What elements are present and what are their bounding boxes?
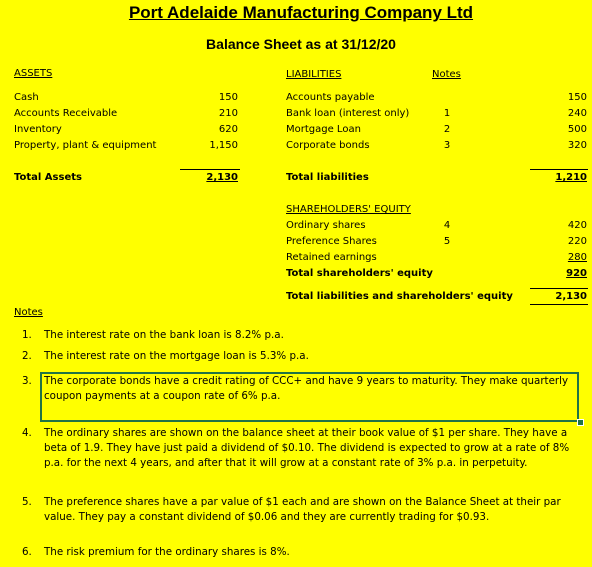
note-number: 5. (22, 496, 32, 508)
liability-value: 500 (567, 124, 587, 135)
liability-total-rule (530, 169, 588, 170)
note-number: 3. (22, 375, 32, 387)
page-title: Port Adelaide Manufacturing Company Ltd (128, 3, 474, 22)
equity-label: Preference Shares (286, 236, 377, 247)
liability-label: Mortgage Loan (286, 124, 361, 135)
liability-value: 240 (567, 108, 587, 119)
note-text: The corporate bonds have a credit rating of CCC+ and have 9 years to maturity. They make quarterly coupon payments at a coupon rate of 6% p.a. (44, 375, 569, 402)
grand-total-rule (530, 288, 588, 289)
total-assets-value: 2,130 (206, 172, 238, 183)
asset-label: Accounts Receivable (14, 108, 118, 119)
note-number: 1. (22, 329, 32, 341)
note-text: The ordinary shares are shown on the balance sheet at their book value of $1 per share. They have a beta of 1.9. They have just paid a dividend of $0.10. The dividend is expected to grow at a rate of 8% p.a. for the next 4 years, and after that it will grow at a constant rate of 3% p.a. in perpetuity. (44, 427, 570, 469)
asset-label: Cash (14, 92, 39, 103)
liability-value: 150 (567, 92, 587, 103)
asset-label: Inventory (14, 124, 62, 135)
total-equity-label: Total shareholders' equity (286, 268, 433, 279)
assets-heading: ASSETS (14, 68, 53, 79)
asset-value: 150 (218, 92, 238, 103)
asset-total-rule (180, 169, 240, 170)
page-subtitle: Balance Sheet as at 31/12/20 (206, 36, 396, 52)
note-number: 2. (22, 350, 32, 362)
note-number: 4. (22, 427, 32, 439)
liability-label: Bank loan (interest only) (286, 108, 410, 119)
note-text: The interest rate on the bank loan is 8.2% p.a. (44, 329, 284, 341)
equity-heading: SHAREHOLDERS' EQUITY (286, 204, 411, 215)
equity-value: 420 (567, 220, 587, 231)
total-assets-label: Total Assets (14, 172, 82, 183)
notes-column-heading: Notes (432, 69, 461, 80)
grand-total-label: Total liabilities and shareholders' equity (286, 291, 513, 302)
liability-note: 1 (443, 108, 451, 119)
equity-label: Ordinary shares (286, 220, 366, 231)
note-number: 6. (22, 546, 32, 558)
equity-note: 5 (443, 236, 451, 247)
asset-value: 210 (218, 108, 238, 119)
equity-value: 280 (567, 252, 587, 263)
note-text: The risk premium for the ordinary shares is 8%. (44, 546, 290, 558)
liability-note: 2 (443, 124, 451, 135)
equity-value: 220 (567, 236, 587, 247)
grand-total-double-rule (530, 304, 588, 305)
note-text: The interest rate on the mortgage loan is 5.3% p.a. (44, 350, 309, 362)
note-text: The preference shares have a par value of $1 each and are shown on the Balance Sheet at their par value. They pay a constant dividend of $0.06 and they are currently trading for $0.93. (44, 496, 561, 523)
liability-value: 320 (567, 140, 587, 151)
asset-value: 1,150 (209, 140, 238, 151)
liabilities-heading: LIABILITIES (286, 69, 342, 80)
liability-label: Corporate bonds (286, 140, 370, 151)
total-equity-value: 920 (566, 268, 587, 279)
equity-note: 4 (443, 220, 451, 231)
asset-value: 620 (218, 124, 238, 135)
grand-total-value: 2,130 (555, 291, 587, 302)
total-liabilities-value: 1,210 (555, 172, 587, 183)
notes-heading: Notes (14, 307, 43, 318)
total-liabilities-label: Total liabilities (286, 172, 369, 183)
liability-label: Accounts payable (286, 92, 375, 103)
liability-note: 3 (443, 140, 451, 151)
equity-label: Retained earnings (286, 252, 377, 263)
fill-handle[interactable] (577, 419, 584, 426)
asset-label: Property, plant & equipment (14, 140, 157, 151)
